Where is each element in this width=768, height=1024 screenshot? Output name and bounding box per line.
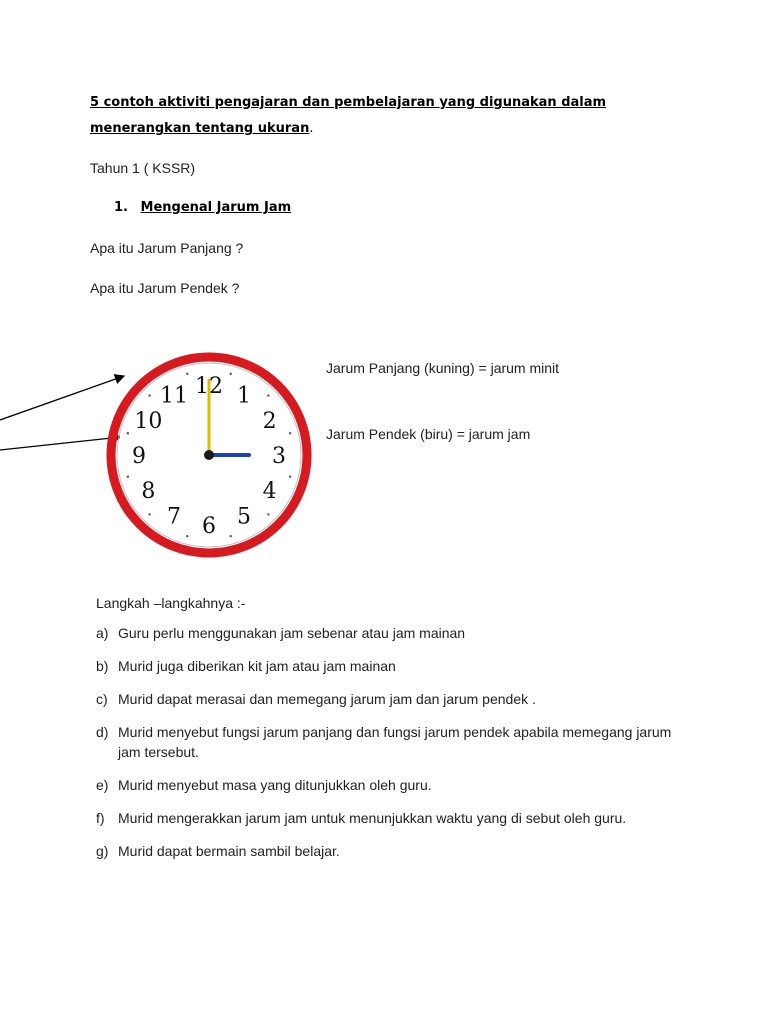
clock-tick-mark: [267, 513, 269, 515]
clock-numeral: 11: [160, 383, 188, 409]
clock-tick-mark: [186, 535, 188, 537]
question-long-hand: Apa itu Jarum Panjang ?: [90, 240, 244, 256]
label-long-hand: Jarum Panjang (kuning) = jarum minit: [326, 360, 560, 376]
clock-numeral: 10: [134, 409, 163, 434]
subtitle: Tahun 1 ( KSSR): [90, 160, 196, 176]
list-item-text: Murid mengerakkan jarum jam untuk menunjukkan waktu yang di sebut oleh guru.: [118, 810, 627, 826]
clock-numeral: 7: [167, 504, 181, 530]
list-item: [96, 722, 696, 762]
clock-tick-mark: [230, 373, 232, 375]
document-title-line-1: 5 contoh aktiviti pengajaran dan pembelajaran yang digunakan dalam: [90, 95, 607, 110]
clock-numeral: 12: [195, 374, 223, 399]
title-line-2-text: menerangkan tentang ukuran: [90, 121, 310, 136]
clock-tick-mark: [289, 476, 291, 478]
list-item: [96, 623, 696, 643]
list-item-label: f): [96, 810, 105, 826]
clock-numeral: 1: [237, 383, 251, 409]
list-item-text: Guru perlu menggunakan jam sebenar atau jam mainan: [118, 625, 466, 641]
clock-tick-mark: [127, 432, 129, 434]
label-short-hand: Jarum Pendek (biru) = jarum jam: [326, 426, 531, 442]
list-item-label: d): [96, 724, 109, 740]
clock-tick-mark: [230, 535, 232, 537]
list-item-label: a): [96, 625, 109, 641]
list-item-text: Murid dapat merasai dan memegang jarum jam dan jarum pendek .: [118, 691, 536, 707]
list-item-text: Murid juga diberikan kit jam atau jam mainan: [118, 658, 396, 674]
list-item-text: Murid menyebut masa yang ditunjukkan oleh guru.: [118, 777, 432, 793]
clock-numeral: 8: [141, 479, 156, 504]
list-item-text: Murid menyebut fungsi jarum panjang dan fungsi jarum pendek apabila memegang jarum jam tersebut.: [118, 724, 672, 760]
clock-numeral: 5: [237, 504, 251, 530]
clock-numeral: 3: [272, 444, 286, 469]
clock-numeral: 2: [262, 409, 277, 434]
wall-clock-image: [103, 346, 315, 568]
section-title: Mengenal Jarum Jam: [140, 200, 292, 215]
steps-heading: Langkah –langkahnya :-: [96, 595, 246, 611]
question-short-hand: Apa itu Jarum Pendek ?: [90, 280, 240, 296]
list-item-label: b): [96, 658, 109, 674]
list-item-label: g): [96, 843, 109, 859]
clock-center-pin: [204, 450, 214, 460]
list-item: [96, 656, 696, 676]
clock-tick-mark: [267, 394, 269, 396]
clock-numeral: 6: [202, 514, 216, 539]
steps-list: [96, 595, 696, 874]
section-number: 1.: [114, 200, 128, 215]
list-item-text: Murid dapat bermain sambil belajar.: [118, 843, 340, 859]
clock-tick-mark: [148, 513, 150, 515]
list-item-label: e): [96, 777, 109, 793]
list-item-label: c): [96, 691, 108, 707]
list-item: [96, 775, 696, 795]
clock-tick-mark: [186, 373, 188, 375]
list-item: [96, 808, 696, 828]
clock-numeral: 9: [132, 444, 146, 469]
clock-numeral: 4: [262, 479, 277, 504]
document-title-line-2: [90, 121, 313, 136]
clock-tick-mark: [127, 476, 129, 478]
title-line-2-period: .: [309, 121, 314, 136]
list-item: [96, 689, 696, 709]
clock-tick-mark: [289, 432, 291, 434]
section-heading: [114, 200, 291, 215]
clock-tick-mark: [148, 394, 150, 396]
list-item: [96, 841, 696, 861]
